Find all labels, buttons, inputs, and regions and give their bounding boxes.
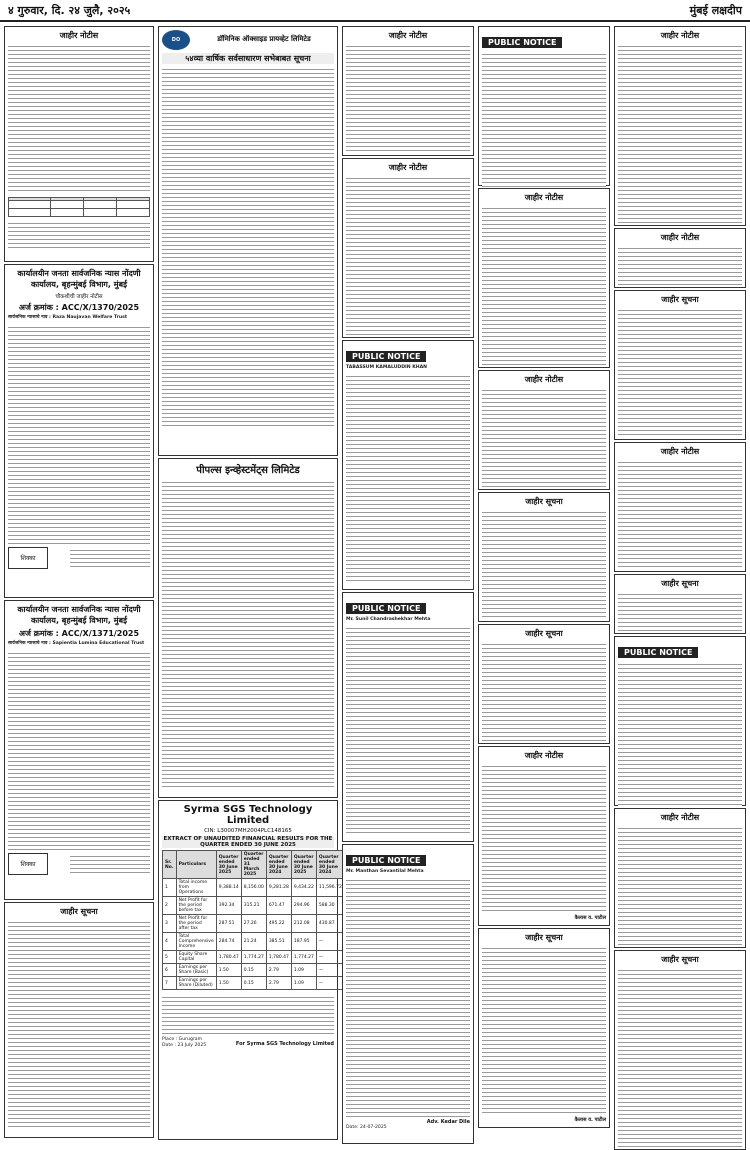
notice-body: [346, 43, 470, 153]
table-cell: Net Profit for the period after tax: [176, 915, 216, 933]
table-cell: 11,596.72: [316, 879, 344, 897]
table-header-cell: Quarter ended 30 June 2024: [266, 851, 291, 879]
notice-title: जाहीर सूचना: [525, 629, 563, 638]
table-cell: 1,774.27: [241, 951, 266, 964]
notice-body: [618, 307, 742, 437]
table-cell: 5: [163, 951, 177, 964]
results-table: [162, 850, 345, 990]
notice-title: PUBLIC NOTICE: [346, 603, 426, 614]
masthead: [0, 0, 750, 22]
table-cell: 27.26: [241, 915, 266, 933]
notice-party: Mr. Sunil Chandrashekhar Mehta: [346, 617, 431, 622]
notice-body: [482, 509, 606, 619]
notice-body: [8, 220, 150, 250]
company-title: डॉमिनिक ऑक्साइड प्रायव्हेट लिमिटेड: [217, 34, 311, 43]
notice-box: [478, 370, 610, 490]
trust-notice-1: [4, 264, 154, 598]
notice-body: [346, 373, 470, 583]
table-row: [163, 879, 345, 897]
notice-body: [162, 479, 334, 789]
company-title: पीपल्स इन्व्हेस्टमेंट्स लिमिटेड: [196, 465, 300, 476]
notice-body: [8, 919, 150, 1129]
table-cell: 9,281.28: [266, 879, 291, 897]
notice-title: जाहीर नोटीस: [660, 447, 700, 456]
table-cell: 1.09: [291, 977, 316, 990]
peoples-investments-notice: [158, 458, 338, 798]
agm-title: ५४व्या वार्षिक सर्वसाधारण सभेबाबत सूचना: [162, 53, 334, 64]
section-title: मुंबई लक्षदीप: [689, 3, 742, 17]
notice-title: जाहीर नोटीस: [524, 375, 564, 384]
column-3: [342, 24, 474, 1148]
notice-title: जाहीर सूचना: [661, 295, 699, 304]
notice-body: [8, 43, 150, 193]
table-cell: —: [316, 977, 344, 990]
notice-party: Mr. Manthan Sevantilal Mehta: [346, 869, 424, 874]
table-cell: 1.50: [216, 977, 241, 990]
company-title: Syrma SGS Technology Limited: [183, 804, 313, 826]
table-cell: 294.96: [291, 897, 316, 915]
notice-subtitle: चौकशीची जाहीर नोटीस: [55, 294, 103, 300]
table-cell: 9,388.14: [216, 879, 241, 897]
table-cell: 6: [163, 964, 177, 977]
notice-body: [482, 51, 606, 187]
notice-title: जाहीर सूचना: [525, 497, 563, 506]
table-cell: 21.24: [241, 933, 266, 951]
table-cell: Total income from Operations: [176, 879, 216, 897]
notice-body: [482, 641, 606, 741]
notice-title: जाहीर नोटीस: [524, 193, 564, 202]
table-row: [163, 897, 345, 915]
notice-title: कार्यालयीन जनता सार्वजनिक न्यास नोंदणी कार्यालय, बृहन्मुंबई विभाग, मुंबई: [17, 605, 141, 625]
table-cell: 315.21: [241, 897, 266, 915]
notice-title: जाहीर सूचना: [661, 955, 699, 964]
notice-title: PUBLIC NOTICE: [346, 855, 426, 866]
notice-party: TABASSUM KAMALUDDIN KHAN: [346, 365, 428, 370]
table-cell: Net Profit for the period before tax: [176, 897, 216, 915]
notice-body: [162, 66, 334, 426]
notice-box: [614, 574, 746, 634]
date: Date: 24-07-2025: [346, 1125, 387, 1130]
notice-body: [482, 205, 606, 365]
column-1: [4, 24, 154, 1148]
page-date: ४ गुरुवार, दि. २४ जुलै, २०२५: [8, 3, 131, 17]
date: Date : 23 July 2025: [162, 1043, 207, 1048]
trust-name: सार्वजनिक न्यासाचे नाव : Raza Naujavan Welfare Trust: [8, 315, 128, 320]
company-cin: CIN: L30007MH2004PLC148165: [204, 828, 292, 834]
notice-body: [618, 43, 742, 223]
notice-title: जाहीर नोटीस: [388, 31, 428, 40]
table-row: [163, 915, 345, 933]
table-cell: 8,156.00: [241, 879, 266, 897]
public-notice: [614, 636, 746, 806]
notice-body: [482, 945, 606, 1115]
notice-body: [618, 459, 742, 569]
notice-title: जाहीर नोटीस: [59, 31, 99, 40]
notice-box: [614, 442, 746, 572]
table-cell: Earnings per Share (Diluted): [176, 977, 216, 990]
notice-box: [614, 950, 746, 1150]
notice-box: [478, 624, 610, 744]
notice-box: [614, 290, 746, 440]
public-notice-2: [342, 592, 474, 842]
notice-box: [614, 228, 746, 288]
table-cell: 7: [163, 977, 177, 990]
table-cell: 284.74: [216, 933, 241, 951]
table-cell: 1.09: [291, 964, 316, 977]
table-row: [163, 964, 345, 977]
table-cell: 2: [163, 897, 177, 915]
notice-box: [342, 26, 474, 156]
table-cell: 2.79: [266, 964, 291, 977]
table-cell: —: [316, 964, 344, 977]
public-notice-1: [342, 340, 474, 590]
notice-body: [618, 591, 742, 631]
notice-body: [8, 324, 150, 544]
notice-body: [618, 825, 742, 945]
table-row: [163, 933, 345, 951]
signatory: कैलास व. पाटील: [574, 1117, 606, 1123]
notice-body: [482, 763, 606, 913]
notice-box: [478, 928, 610, 1128]
notice-title: जाहीर सूचना: [661, 579, 699, 588]
case-number: अर्ज क्रमांक : ACC/X/1370/2025: [18, 303, 140, 312]
trust-notice-2: [4, 600, 154, 900]
column-4: [478, 24, 610, 1148]
notice-box: [478, 492, 610, 622]
place: Place : Gurugram: [162, 1037, 203, 1042]
seal: शिक्का: [8, 547, 48, 569]
table-cell: 385.51: [266, 933, 291, 951]
table-cell: Total Comprehensive Income: [176, 933, 216, 951]
notice-title: जाहीर सूचना: [525, 933, 563, 942]
public-notice: [478, 26, 610, 186]
notice-title: जाहीर नोटीस: [660, 233, 700, 242]
notice-body: [618, 245, 742, 285]
notice-body: [346, 877, 470, 1117]
notice-box-bottom: [4, 902, 154, 1138]
signatory: कैलास व. पाटील: [574, 915, 606, 921]
notice-box: [478, 188, 610, 368]
table-cell: —: [316, 933, 344, 951]
table-cell: 1,774.27: [291, 951, 316, 964]
notice-title: कार्यालयीन जनता सार्वजनिक न्यास नोंदणी कार्यालय, बृहन्मुंबई विभाग, मुंबई: [17, 269, 141, 289]
table-cell: 2.79: [266, 977, 291, 990]
case-number: अर्ज क्रमांक : ACC/X/1371/2025: [18, 629, 140, 638]
table-cell: 0.15: [241, 977, 266, 990]
notice-body: [618, 661, 742, 807]
column-5: [614, 24, 746, 1148]
table-cell: 671.47: [266, 897, 291, 915]
seal: शिक्का: [8, 853, 48, 875]
table-cell: 4: [163, 933, 177, 951]
table-cell: —: [316, 951, 344, 964]
notice-box: [478, 746, 610, 926]
table-header-cell: Quarter ended 31 March 2025: [241, 851, 266, 879]
table-header-cell: Sr. No.: [163, 851, 177, 879]
table-cell: 1.50: [216, 964, 241, 977]
notice-body: [346, 175, 470, 335]
notice-box: [614, 26, 746, 226]
table-header-cell: Quarter ended 30 June 2025: [291, 851, 316, 879]
notice-title: PUBLIC NOTICE: [618, 647, 698, 658]
notice-body: [346, 625, 470, 835]
signatory: For Syrma SGS Technology Limited: [235, 1041, 334, 1047]
notice-title: जाहीर नोटीस: [660, 31, 700, 40]
table-header-cell: Particulars: [176, 851, 216, 879]
table-cell: 1: [163, 879, 177, 897]
notice-title: जाहीर नोटीस: [524, 751, 564, 760]
notes: [162, 994, 334, 1034]
syrma-results: [158, 800, 342, 1140]
signatory: Adv. Kedar Dile: [426, 1119, 470, 1125]
table-cell: 287.51: [216, 915, 241, 933]
table-row: [163, 951, 345, 964]
table-cell: 3: [163, 915, 177, 933]
signature-block: [70, 547, 150, 569]
table-cell: Equity Share Capital: [176, 951, 216, 964]
table-cell: 212.08: [291, 915, 316, 933]
company-logo-icon: DO: [162, 30, 190, 50]
table-cell: 0.15: [241, 964, 266, 977]
trust-name: सार्वजनिक न्यासाचे नाव : Sapientia Lumina Educational Trust: [8, 641, 145, 646]
table-row: [163, 977, 345, 990]
notice-body: [618, 967, 742, 1147]
notice-title: जाहीर नोटीस: [388, 163, 428, 172]
table-cell: 187.95: [291, 933, 316, 951]
dominic-oxide-notice: [158, 26, 338, 456]
notice-title: PUBLIC NOTICE: [346, 351, 426, 362]
notice-body: [482, 387, 606, 487]
column-2: [158, 24, 342, 1148]
notice-box: [614, 808, 746, 948]
table-cell: 1,780.47: [266, 951, 291, 964]
notice-title: जाहीर सूचना: [60, 907, 98, 916]
table-header-cell: Quarter ended 30 June 2025: [216, 851, 241, 879]
notice-body: [8, 650, 150, 850]
notice-box: [342, 158, 474, 338]
table-header-cell: Quarter ended 30 June 2024: [316, 851, 344, 879]
notice-title: जाहीर नोटीस: [660, 813, 700, 822]
table-cell: 9,434.22: [291, 879, 316, 897]
table-cell: 495.22: [266, 915, 291, 933]
signature-block: [70, 853, 150, 875]
public-notice-3: [342, 844, 474, 1144]
notice-title: PUBLIC NOTICE: [482, 37, 562, 48]
table-cell: Earnings per Share (Basic): [176, 964, 216, 977]
table-cell: 1,780.47: [216, 951, 241, 964]
notice-table: [8, 197, 150, 217]
table-cell: 588.30: [316, 897, 344, 915]
table-cell: 392.34: [216, 897, 241, 915]
table-title: EXTRACT OF UNAUDITED FINANCIAL RESULTS FOR THE QUARTER ENDED 30 JUNE 2025: [163, 836, 333, 848]
table-cell: 430.87: [316, 915, 344, 933]
notice-box: [4, 26, 154, 262]
